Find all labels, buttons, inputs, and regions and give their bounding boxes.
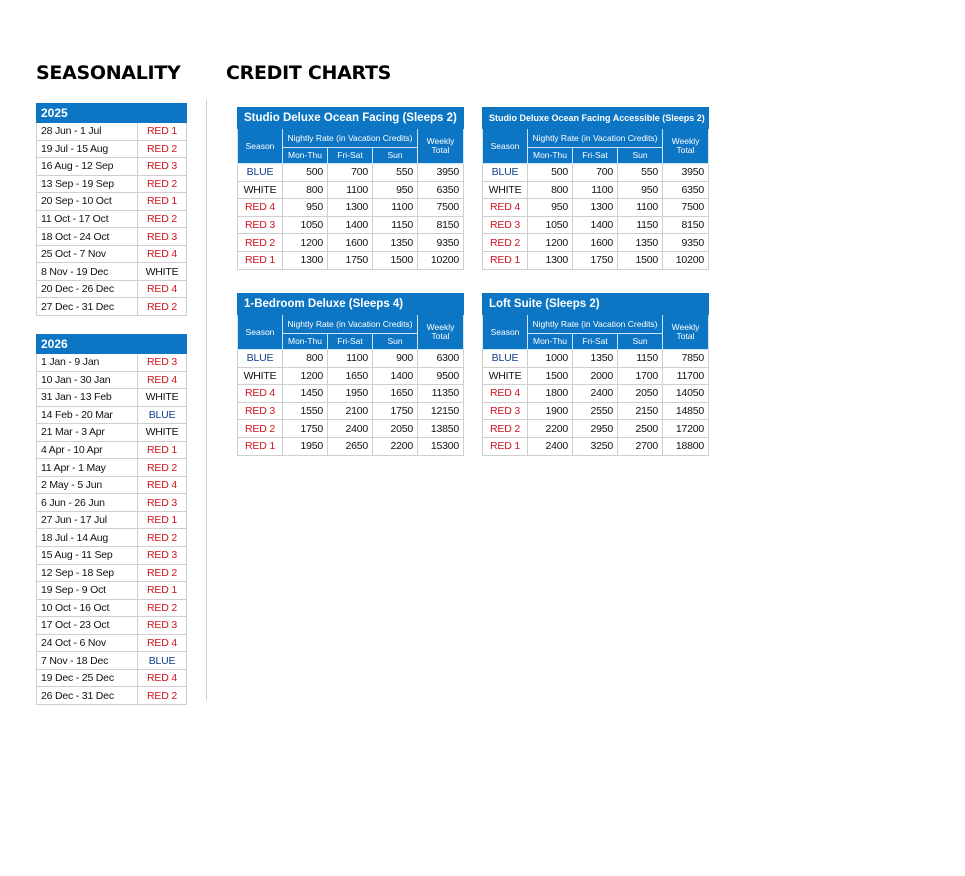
table-row: [37, 140, 187, 158]
table-row: [483, 181, 709, 199]
table-row: [238, 234, 464, 252]
season-label: WHITE: [138, 389, 187, 407]
credit-value-sun: 2200: [373, 437, 418, 455]
credit-value-sun: 1400: [373, 367, 418, 385]
table-row: [483, 385, 709, 403]
season-label: WHITE: [238, 367, 283, 385]
credit-value-mon-thu: 1300: [283, 251, 328, 269]
nightly-rate-header: Nightly Rate (in Vacation Credits): [283, 129, 418, 148]
season-column-header: Season: [238, 129, 283, 164]
season-label: RED 2: [483, 234, 528, 252]
table-row: [37, 494, 187, 512]
season-label: RED 4: [138, 634, 187, 652]
weekly-total-header: [663, 129, 709, 164]
credit-chart-studio-deluxe-ocean-facing-accessible: [482, 107, 709, 270]
credit-value-weekly: 18800: [663, 437, 709, 455]
table-row: [238, 181, 464, 199]
table-row: [37, 123, 187, 141]
credit-value-mon-thu: 1300: [528, 251, 573, 269]
season-label: RED 2: [238, 234, 283, 252]
credit-value-weekly: 8150: [663, 216, 709, 234]
credit-charts-heading: CREDIT CHARTS: [226, 62, 392, 84]
total-label: Total: [676, 145, 695, 155]
credit-value-sun: 1500: [618, 251, 663, 269]
table-row: [483, 350, 709, 368]
credit-value-sun: 1700: [618, 367, 663, 385]
season-label: RED 3: [138, 354, 187, 372]
season-label: RED 3: [483, 402, 528, 420]
season-label: BLUE: [138, 652, 187, 670]
table-row: [37, 669, 187, 687]
credit-value-fri-sat: 2400: [573, 385, 618, 403]
table-row: [37, 424, 187, 442]
credit-value-fri-sat: 1300: [573, 199, 618, 217]
credit-value-fri-sat: 1100: [328, 181, 373, 199]
table-row: [238, 251, 464, 269]
season-label: RED 3: [138, 617, 187, 635]
credit-value-mon-thu: 1900: [528, 402, 573, 420]
credit-value-mon-thu: 1500: [528, 367, 573, 385]
season-label: BLUE: [138, 406, 187, 424]
chart-title: Studio Deluxe Ocean Facing (Sleeps 2): [238, 108, 464, 129]
credit-value-weekly: 11350: [418, 385, 464, 403]
date-range: 2 May - 5 Jun: [37, 476, 138, 494]
credit-value-sun: 1150: [373, 216, 418, 234]
credit-value-mon-thu: 1000: [528, 350, 573, 368]
credit-value-fri-sat: 2000: [573, 367, 618, 385]
credit-value-weekly: 14050: [663, 385, 709, 403]
season-label: RED 1: [138, 193, 187, 211]
season-label: RED 2: [138, 175, 187, 193]
credit-value-mon-thu: 950: [283, 199, 328, 217]
sun-header: Sun: [618, 334, 663, 350]
weekly-label: Weekly: [426, 136, 455, 146]
season-label: RED 2: [138, 687, 187, 705]
date-range: 28 Jun - 1 Jul: [37, 123, 138, 141]
table-row: [238, 402, 464, 420]
table-row: [37, 652, 187, 670]
table-row: [238, 437, 464, 455]
section-divider: [206, 100, 207, 700]
weekly-total-header: [418, 315, 464, 350]
credit-value-fri-sat: 1600: [328, 234, 373, 252]
season-label: RED 4: [138, 245, 187, 263]
credit-value-mon-thu: 1450: [283, 385, 328, 403]
table-row: [37, 476, 187, 494]
table-row: [37, 280, 187, 298]
weekly-label: Weekly: [671, 322, 700, 332]
credit-value-weekly: 14850: [663, 402, 709, 420]
credit-value-fri-sat: 2100: [328, 402, 373, 420]
season-label: RED 4: [138, 476, 187, 494]
credit-value-mon-thu: 1550: [283, 402, 328, 420]
season-label: RED 2: [138, 599, 187, 617]
credit-value-sun: 2050: [373, 420, 418, 438]
date-range: 17 Oct - 23 Oct: [37, 617, 138, 635]
date-range: 20 Sep - 10 Oct: [37, 193, 138, 211]
table-row: [37, 687, 187, 705]
season-label: RED 4: [483, 199, 528, 217]
weekly-label: Weekly: [426, 322, 455, 332]
table-row: [483, 199, 709, 217]
season-label: RED 1: [138, 441, 187, 459]
credit-chart-1-bedroom-deluxe: [237, 293, 464, 456]
nightly-rate-header: Nightly Rate (in Vacation Credits): [528, 129, 663, 148]
table-row: [37, 228, 187, 246]
credit-value-weekly: 6300: [418, 350, 464, 368]
table-row: [483, 216, 709, 234]
year-header: 2025: [37, 104, 187, 123]
season-label: RED 3: [138, 158, 187, 176]
credit-value-weekly: 9350: [418, 234, 464, 252]
credit-value-fri-sat: 3250: [573, 437, 618, 455]
table-row: [37, 547, 187, 565]
credit-value-mon-thu: 1950: [283, 437, 328, 455]
weekly-label: Weekly: [671, 136, 700, 146]
table-row: [37, 582, 187, 600]
credit-value-fri-sat: 1300: [328, 199, 373, 217]
seasonality-table-2026: [36, 334, 187, 705]
table-row: [37, 529, 187, 547]
credit-value-sun: 550: [618, 164, 663, 182]
credit-value-sun: 950: [618, 181, 663, 199]
season-label: BLUE: [238, 350, 283, 368]
chart-title: 1-Bedroom Deluxe (Sleeps 4): [238, 294, 464, 315]
season-label: BLUE: [483, 350, 528, 368]
credit-value-fri-sat: 700: [573, 164, 618, 182]
weekly-total-header: [418, 129, 464, 164]
season-label: RED 1: [138, 582, 187, 600]
table-row: [37, 193, 187, 211]
credit-value-sun: 1150: [618, 216, 663, 234]
credit-value-sun: 2500: [618, 420, 663, 438]
credit-value-weekly: 7500: [663, 199, 709, 217]
season-label: RED 1: [238, 437, 283, 455]
credit-value-sun: 550: [373, 164, 418, 182]
credit-value-fri-sat: 1350: [573, 350, 618, 368]
table-row: [483, 234, 709, 252]
credit-value-weekly: 3950: [663, 164, 709, 182]
credit-value-fri-sat: 2400: [328, 420, 373, 438]
credit-value-sun: 1750: [373, 402, 418, 420]
table-row: [483, 367, 709, 385]
table-row: [37, 245, 187, 263]
nightly-rate-header: Nightly Rate (in Vacation Credits): [528, 315, 663, 334]
credit-value-mon-thu: 1050: [283, 216, 328, 234]
credit-value-weekly: 7500: [418, 199, 464, 217]
table-row: [37, 175, 187, 193]
credit-value-sun: 900: [373, 350, 418, 368]
credit-value-weekly: 12150: [418, 402, 464, 420]
credit-value-mon-thu: 2200: [528, 420, 573, 438]
weekly-total-header: [663, 315, 709, 350]
credit-value-mon-thu: 800: [528, 181, 573, 199]
date-range: 16 Aug - 12 Sep: [37, 158, 138, 176]
season-label: RED 3: [138, 228, 187, 246]
date-range: 8 Nov - 19 Dec: [37, 263, 138, 281]
year-header: 2026: [37, 335, 187, 354]
season-label: WHITE: [238, 181, 283, 199]
date-range: 26 Dec - 31 Dec: [37, 687, 138, 705]
table-row: [37, 210, 187, 228]
date-range: 1 Jan - 9 Jan: [37, 354, 138, 372]
table-row: [37, 263, 187, 281]
seasonality-table-2025: [36, 103, 187, 316]
table-row: [37, 564, 187, 582]
season-label: RED 2: [138, 459, 187, 477]
date-range: 14 Feb - 20 Mar: [37, 406, 138, 424]
date-range: 20 Dec - 26 Dec: [37, 280, 138, 298]
credit-value-sun: 2050: [618, 385, 663, 403]
date-range: 24 Oct - 6 Nov: [37, 634, 138, 652]
date-range: 10 Oct - 16 Oct: [37, 599, 138, 617]
credit-value-fri-sat: 1400: [328, 216, 373, 234]
credit-value-sun: 1350: [618, 234, 663, 252]
mon-thu-header: Mon-Thu: [528, 148, 573, 164]
date-range: 21 Mar - 3 Apr: [37, 424, 138, 442]
credit-value-sun: 1100: [373, 199, 418, 217]
credit-value-mon-thu: 1050: [528, 216, 573, 234]
date-range: 31 Jan - 13 Feb: [37, 389, 138, 407]
date-range: 18 Oct - 24 Oct: [37, 228, 138, 246]
date-range: 19 Sep - 9 Oct: [37, 582, 138, 600]
credit-value-mon-thu: 500: [283, 164, 328, 182]
fri-sat-header: Fri-Sat: [328, 334, 373, 350]
season-column-header: Season: [483, 315, 528, 350]
credit-value-fri-sat: 1950: [328, 385, 373, 403]
table-row: [483, 420, 709, 438]
credit-chart-loft-suite: [482, 293, 709, 456]
credit-value-mon-thu: 1800: [528, 385, 573, 403]
credit-value-mon-thu: 1200: [283, 234, 328, 252]
credit-value-sun: 1100: [618, 199, 663, 217]
table-row: [238, 350, 464, 368]
credit-value-sun: 1500: [373, 251, 418, 269]
season-label: RED 3: [138, 494, 187, 512]
season-label: RED 2: [138, 140, 187, 158]
date-range: 19 Jul - 15 Aug: [37, 140, 138, 158]
total-label: Total: [431, 331, 450, 341]
chart-title: Loft Suite (Sleeps 2): [483, 294, 709, 315]
fri-sat-header: Fri-Sat: [573, 334, 618, 350]
season-label: RED 4: [138, 371, 187, 389]
season-label: RED 3: [238, 402, 283, 420]
credit-value-fri-sat: 1400: [573, 216, 618, 234]
sun-header: Sun: [373, 334, 418, 350]
season-label: RED 2: [138, 298, 187, 316]
table-row: [483, 251, 709, 269]
season-label: WHITE: [483, 181, 528, 199]
sun-header: Sun: [618, 148, 663, 164]
season-label: RED 2: [138, 210, 187, 228]
seasonality-heading: SEASONALITY: [36, 62, 181, 84]
credit-value-fri-sat: 700: [328, 164, 373, 182]
season-label: RED 3: [238, 216, 283, 234]
credit-value-mon-thu: 800: [283, 350, 328, 368]
table-row: [37, 459, 187, 477]
credit-value-weekly: 3950: [418, 164, 464, 182]
total-label: Total: [676, 331, 695, 341]
table-row: [37, 634, 187, 652]
date-range: 25 Oct - 7 Nov: [37, 245, 138, 263]
season-label: RED 3: [138, 547, 187, 565]
credit-value-mon-thu: 950: [528, 199, 573, 217]
date-range: 4 Apr - 10 Apr: [37, 441, 138, 459]
credit-value-fri-sat: 1100: [573, 181, 618, 199]
table-row: [238, 385, 464, 403]
season-label: RED 4: [483, 385, 528, 403]
season-label: RED 4: [138, 669, 187, 687]
credit-value-weekly: 6350: [663, 181, 709, 199]
credit-value-mon-thu: 1200: [528, 234, 573, 252]
season-label: RED 2: [138, 529, 187, 547]
date-range: 15 Aug - 11 Sep: [37, 547, 138, 565]
credit-value-fri-sat: 2550: [573, 402, 618, 420]
total-label: Total: [431, 145, 450, 155]
table-row: [37, 389, 187, 407]
table-row: [238, 216, 464, 234]
table-row: [37, 371, 187, 389]
credit-value-sun: 1150: [618, 350, 663, 368]
season-label: RED 1: [138, 123, 187, 141]
credit-value-weekly: 10200: [418, 251, 464, 269]
season-label: RED 1: [138, 511, 187, 529]
credit-value-mon-thu: 500: [528, 164, 573, 182]
season-label: RED 1: [483, 251, 528, 269]
table-row: [483, 164, 709, 182]
credit-value-fri-sat: 1750: [573, 251, 618, 269]
fri-sat-header: Fri-Sat: [573, 148, 618, 164]
table-row: [483, 437, 709, 455]
season-label: WHITE: [138, 424, 187, 442]
mon-thu-header: Mon-Thu: [283, 334, 328, 350]
season-label: RED 4: [138, 280, 187, 298]
credit-value-sun: 2700: [618, 437, 663, 455]
chart-title: Studio Deluxe Ocean Facing Accessible (Sleeps 2): [483, 108, 709, 129]
season-label: RED 1: [238, 251, 283, 269]
credit-value-weekly: 9350: [663, 234, 709, 252]
season-column-header: Season: [483, 129, 528, 164]
table-row: [37, 158, 187, 176]
table-row: [238, 164, 464, 182]
credit-value-mon-thu: 2400: [528, 437, 573, 455]
mon-thu-header: Mon-Thu: [528, 334, 573, 350]
credit-value-mon-thu: 1200: [283, 367, 328, 385]
nightly-rate-header: Nightly Rate (in Vacation Credits): [283, 315, 418, 334]
table-row: [37, 617, 187, 635]
credit-value-fri-sat: 2650: [328, 437, 373, 455]
credit-value-fri-sat: 1750: [328, 251, 373, 269]
credit-value-sun: 2150: [618, 402, 663, 420]
table-row: [37, 354, 187, 372]
date-range: 27 Dec - 31 Dec: [37, 298, 138, 316]
date-range: 11 Oct - 17 Oct: [37, 210, 138, 228]
season-label: BLUE: [483, 164, 528, 182]
table-row: [37, 599, 187, 617]
table-row: [37, 441, 187, 459]
mon-thu-header: Mon-Thu: [283, 148, 328, 164]
table-row: [37, 511, 187, 529]
credit-value-fri-sat: 1650: [328, 367, 373, 385]
season-label: BLUE: [238, 164, 283, 182]
season-label: WHITE: [483, 367, 528, 385]
season-label: RED 2: [138, 564, 187, 582]
credit-value-sun: 950: [373, 181, 418, 199]
date-range: 10 Jan - 30 Jan: [37, 371, 138, 389]
date-range: 18 Jul - 14 Aug: [37, 529, 138, 547]
fri-sat-header: Fri-Sat: [328, 148, 373, 164]
credit-value-weekly: 11700: [663, 367, 709, 385]
table-row: [483, 402, 709, 420]
date-range: 13 Sep - 19 Sep: [37, 175, 138, 193]
season-label: RED 3: [483, 216, 528, 234]
credit-value-weekly: 7850: [663, 350, 709, 368]
credit-value-weekly: 9500: [418, 367, 464, 385]
credit-value-weekly: 13850: [418, 420, 464, 438]
season-label: RED 1: [483, 437, 528, 455]
table-row: [238, 199, 464, 217]
date-range: 6 Jun - 26 Jun: [37, 494, 138, 512]
season-label: RED 2: [483, 420, 528, 438]
date-range: 27 Jun - 17 Jul: [37, 511, 138, 529]
sun-header: Sun: [373, 148, 418, 164]
credit-value-weekly: 17200: [663, 420, 709, 438]
credit-value-sun: 1350: [373, 234, 418, 252]
credit-value-weekly: 8150: [418, 216, 464, 234]
table-row: [37, 298, 187, 316]
table-row: [37, 406, 187, 424]
credit-value-fri-sat: 2950: [573, 420, 618, 438]
credit-value-fri-sat: 1600: [573, 234, 618, 252]
credit-chart-studio-deluxe-ocean-facing: [237, 107, 464, 270]
date-range: 12 Sep - 18 Sep: [37, 564, 138, 582]
season-label: RED 4: [238, 385, 283, 403]
season-label: RED 2: [238, 420, 283, 438]
credit-value-sun: 1650: [373, 385, 418, 403]
date-range: 19 Dec - 25 Dec: [37, 669, 138, 687]
date-range: 7 Nov - 18 Dec: [37, 652, 138, 670]
credit-value-mon-thu: 800: [283, 181, 328, 199]
season-column-header: Season: [238, 315, 283, 350]
credit-value-weekly: 10200: [663, 251, 709, 269]
season-label: RED 4: [238, 199, 283, 217]
date-range: 11 Apr - 1 May: [37, 459, 138, 477]
table-row: [238, 420, 464, 438]
credit-value-mon-thu: 1750: [283, 420, 328, 438]
credit-value-weekly: 6350: [418, 181, 464, 199]
credit-value-weekly: 15300: [418, 437, 464, 455]
table-row: [238, 367, 464, 385]
credit-value-fri-sat: 1100: [328, 350, 373, 368]
season-label: WHITE: [138, 263, 187, 281]
